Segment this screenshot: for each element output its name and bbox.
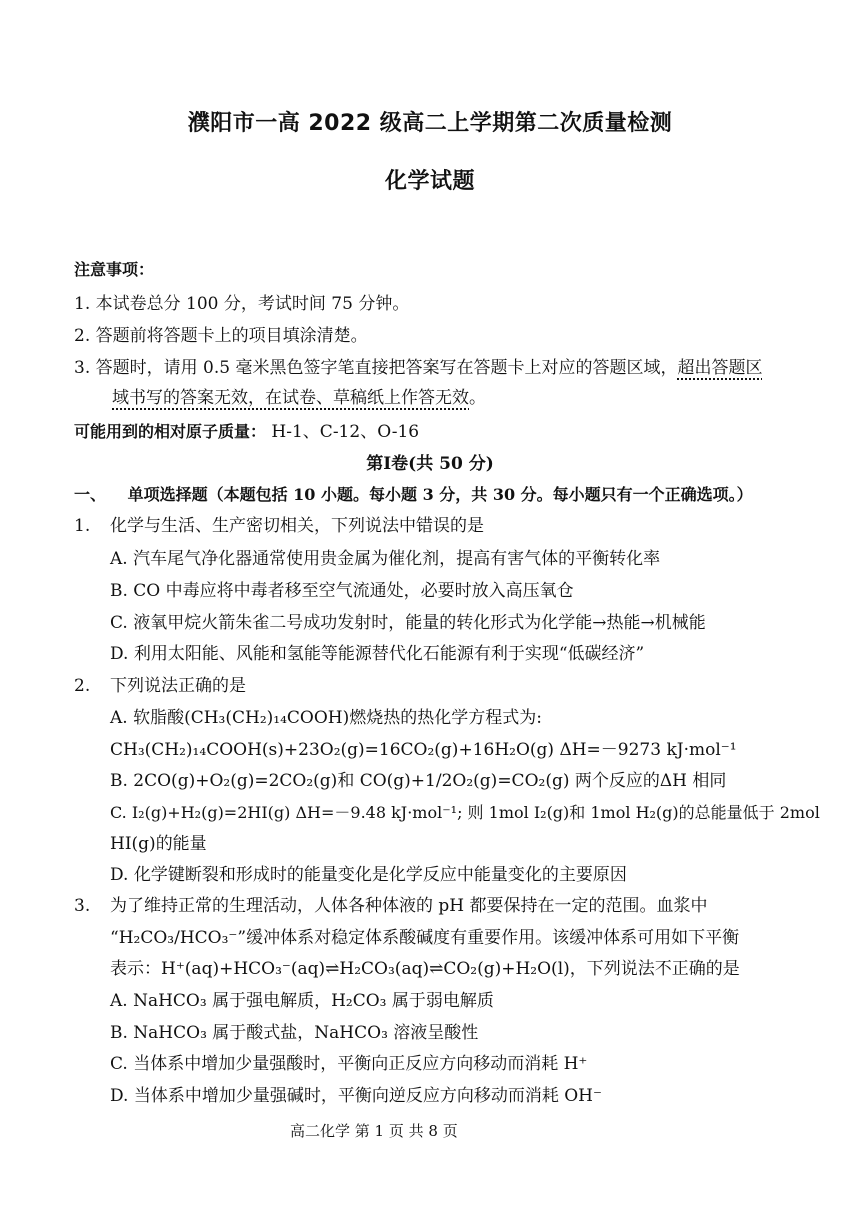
question-2-option-b: B. 2CO(g)+O₂(g)=2CO₂(g)和 CO(g)+1/2O₂(g)=CO₂(g) 两个反应的ΔH 相同 bbox=[110, 771, 727, 791]
notice-item-2: 2. 答题前将答题卡上的项目填涂清楚。 bbox=[74, 326, 368, 346]
question-2-option-a-line-1: A. 软脂酸(CH₃(CH₂)₁₄COOH)燃烧热的热化学方程式为: bbox=[110, 708, 542, 728]
question-3-option-a: A. NaHCO₃ 属于强电解质，H₂CO₃ 属于弱电解质 bbox=[110, 991, 494, 1011]
question-2-number: 2. bbox=[74, 676, 91, 696]
question-2-option-c-line-1: C. I₂(g)+H₂(g)=2HI(g) ΔH=－9.48 kJ·mol⁻¹; 则 1mol I₂(g)和 1mol H₂(g)的总能量低于 2mol bbox=[110, 803, 820, 822]
question-2-option-a-line-2: CH₃(CH₂)₁₄COOH(s)+23O₂(g)=16CO₂(g)+16H₂O(g) ΔH=－9273 kJ·mol⁻¹ bbox=[110, 740, 737, 760]
question-1-stem: 化学与生活、生产密切相关，下列说法中错误的是 bbox=[110, 516, 484, 536]
atomic-mass-values: H-1、C-12、O-16 bbox=[271, 422, 420, 442]
notice-item-3-emphasis: 超出答题区 bbox=[677, 358, 763, 378]
question-2-option-c-line-2: HI(g)的能量 bbox=[110, 834, 207, 854]
notice-item-3-line-2 bbox=[112, 387, 486, 409]
question-3-stem-line-3: 表示：H⁺(aq)+HCO₃⁻(aq)⇌H₂CO₃(aq)⇌CO₂(g)+H₂O(l)，下列说法不正确的是 bbox=[110, 959, 740, 979]
notice-heading: 注意事项： bbox=[74, 260, 155, 279]
question-1-number: 1. bbox=[74, 516, 91, 536]
page-title: 濮阳市一高 2022 级高二上学期第二次质量检测 bbox=[187, 111, 673, 136]
question-1-option-d: D. 利用太阳能、风能和氢能等能源替代化石能源有利于实现“低碳经济” bbox=[110, 644, 645, 664]
question-1-option-a: A. 汽车尾气净化器通常使用贵金属为催化剂，提高有害气体的平衡转化率 bbox=[110, 549, 661, 569]
section-title: 第Ⅰ卷(共 50 分) bbox=[366, 454, 494, 474]
question-3-stem-line-2: “H₂CO₃/HCO₃⁻”缓冲体系对稳定体系酸碱度有重要作用。该缓冲体系可用如下平衡 bbox=[110, 928, 740, 948]
notice-item-3-text: 3. 答题时，请用 0.5 毫米黑色签字笔直接把答案写在答题卡上对应的答题区域， bbox=[74, 358, 678, 378]
atomic-mass-line bbox=[74, 421, 419, 443]
page-subtitle: 化学试题 bbox=[384, 169, 475, 194]
section-part-heading bbox=[74, 484, 753, 506]
question-2-option-d: D. 化学键断裂和形成时的能量变化是化学反应中能量变化的主要原因 bbox=[110, 865, 627, 885]
atomic-mass-label: 可能用到的相对原子质量： bbox=[74, 422, 267, 441]
question-3-option-b: B. NaHCO₃ 属于酸式盐，NaHCO₃ 溶液呈酸性 bbox=[110, 1023, 479, 1043]
notice-item-3-end: 。 bbox=[469, 388, 486, 408]
question-1-option-b: B. CO 中毒应将中毒者移至空气流通处，必要时放入高压氧仓 bbox=[110, 581, 574, 601]
section-part-number: 一、 bbox=[74, 485, 107, 504]
question-3-option-c: C. 当体系中增加少量强酸时，平衡向正反应方向移动而消耗 H⁺ bbox=[110, 1054, 588, 1074]
question-1-option-c: C. 液氧甲烷火箭朱雀二号成功发射时，能量的转化形式为化学能→热能→机械能 bbox=[110, 613, 706, 633]
notice-item-1: 1. 本试卷总分 100 分，考试时间 75 分钟。 bbox=[74, 294, 410, 314]
question-3-number: 3. bbox=[74, 896, 91, 916]
question-3-stem-line-1: 为了维持正常的生理活动，人体各种体液的 pH 都要保持在一定的范围。血浆中 bbox=[110, 896, 708, 916]
notice-item-3-emphasis-2: 域书写的答案无效，在试卷、草稿纸上作答无效 bbox=[112, 388, 469, 408]
notice-item-3-line-1 bbox=[74, 357, 762, 379]
section-part-description: 单项选择题（本题包括 10 小题。每小题 3 分，共 30 分。每小题只有一个正确选项。） bbox=[127, 485, 753, 504]
page-footer: 高二化学 第 1 页 共 8 页 bbox=[290, 1122, 458, 1140]
question-2-stem: 下列说法正确的是 bbox=[110, 676, 246, 696]
question-3-option-d: D. 当体系中增加少量强碱时，平衡向逆反应方向移动而消耗 OH⁻ bbox=[110, 1086, 602, 1106]
